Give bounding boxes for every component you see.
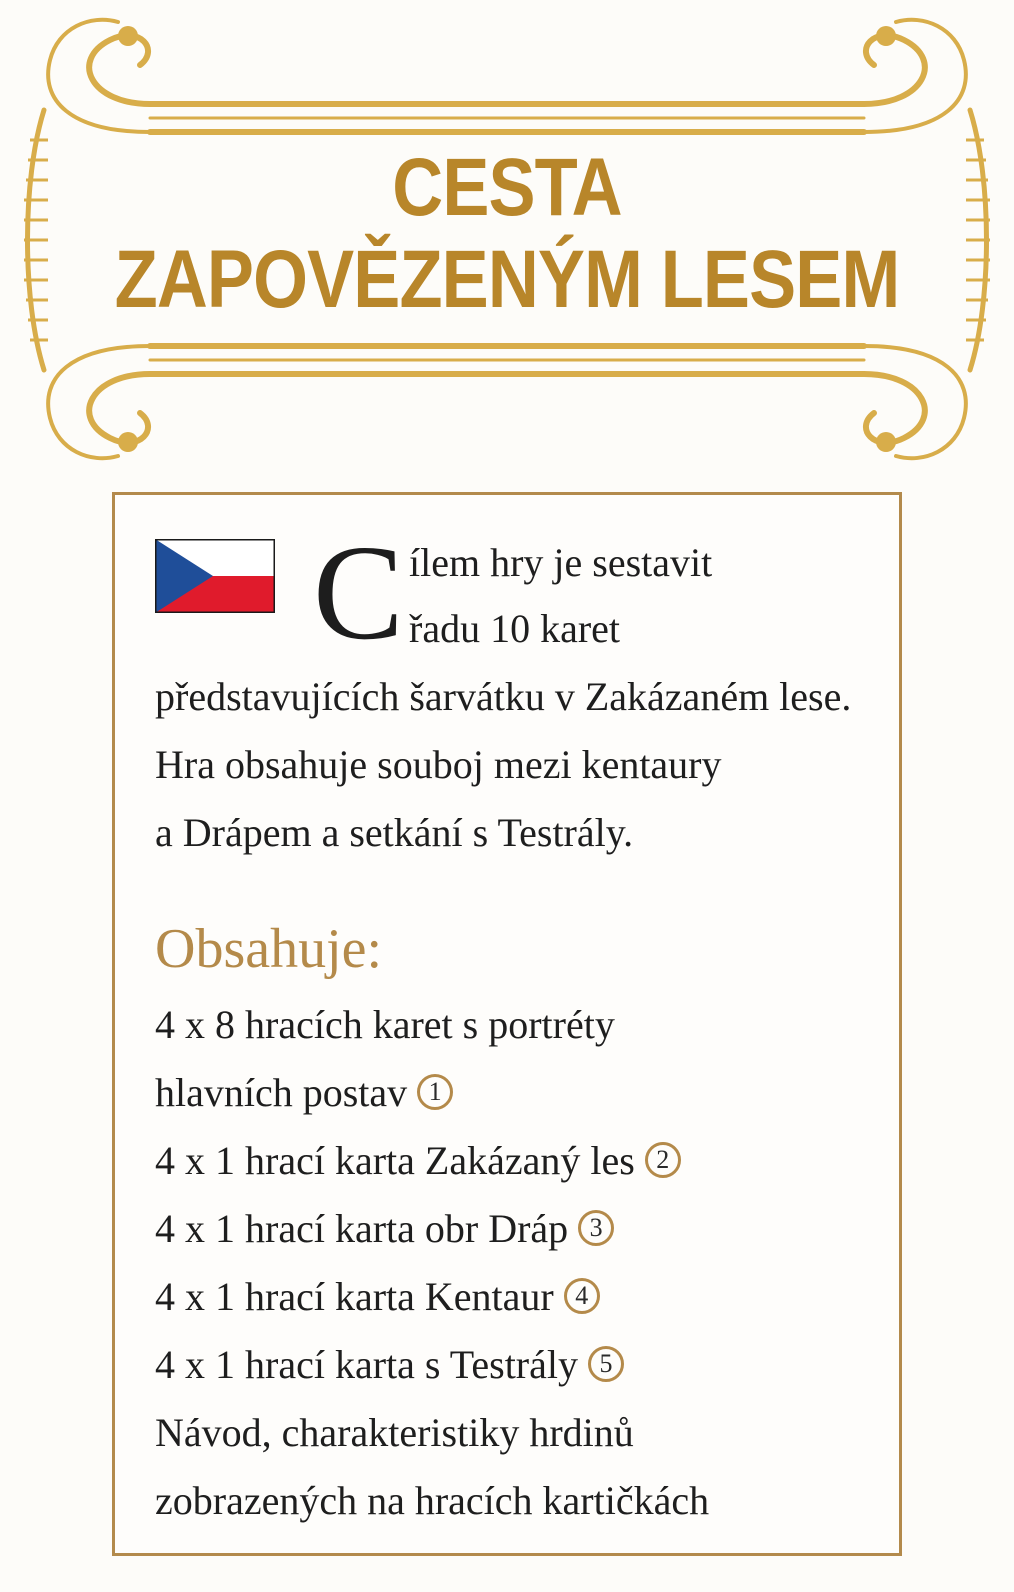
- intro-line-3: představujících šarvátku v Zakázaném lese.: [155, 674, 852, 719]
- contents-item-4: [155, 1274, 600, 1319]
- czech-flag-icon: [155, 539, 275, 613]
- contents-item-4-text: 4 x 1 hrací karta Kentaur: [155, 1274, 554, 1319]
- contents-item-1-text: hlavních postav: [155, 1070, 408, 1115]
- contents-item-3-text: 4 x 1 hrací karta obr Dráp: [155, 1206, 569, 1251]
- contents-item-3: [155, 1206, 614, 1251]
- title-line-1: CESTA: [392, 142, 622, 233]
- closing-line-1: Návod, charakteristiky hrdinů: [155, 1410, 634, 1455]
- contents-item-2-text: 4 x 1 hrací karta Zakázaný les: [155, 1138, 635, 1183]
- content-panel: [112, 492, 902, 1556]
- contents-item-1-line-2: [155, 1070, 453, 1115]
- intro-line-1: ílem hry je sestavit: [409, 540, 713, 585]
- drop-cap: C: [313, 518, 404, 668]
- closing-line-2: zobrazených na hracích kartičkách: [155, 1478, 710, 1523]
- intro-line-4: Hra obsahuje souboj mezi kentaury: [155, 742, 722, 787]
- contents-item-5-text: 4 x 1 hrací karta s Testrály: [155, 1342, 578, 1387]
- contents-heading: Obsahuje:: [155, 918, 383, 980]
- number-badge-3: 3: [578, 1210, 614, 1246]
- intro-line-5: a Drápem a setkání s Testrály.: [155, 810, 634, 855]
- contents-item-5: [155, 1342, 624, 1387]
- title-line-2: ZAPOVĚZENÝM LESEM: [114, 234, 900, 325]
- number-badge-2: 2: [645, 1142, 681, 1178]
- number-badge-4: 4: [564, 1278, 600, 1314]
- page-title: [0, 142, 1014, 326]
- number-badge-1: 1: [417, 1074, 453, 1110]
- contents-item-1-line-1: 4 x 8 hracích karet s portréty: [155, 1002, 615, 1047]
- number-badge-5: 5: [588, 1346, 624, 1382]
- contents-item-2: [155, 1138, 681, 1183]
- intro-line-2: řadu 10 karet: [409, 606, 621, 651]
